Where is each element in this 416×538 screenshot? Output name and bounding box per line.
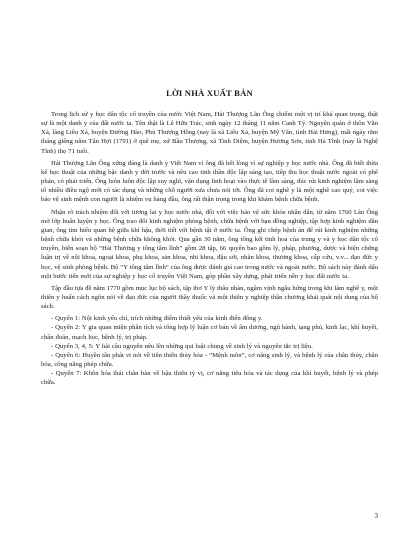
list-item: - Quyển 7: Khôn hóa thái chân bàn về hậu thiên tỳ vị, cơ năng tiêu hóa và tác dụng của khí huyết, bệnh lý và phép chữa. (41, 370, 378, 387)
paragraph: Hải Thượng Lãn Ông xứng đáng là danh y Việt Nam vì ông đã hết lòng vì sự nghiệp y học nước nhà. Ông đã biết thừa kế học thuật của những bậc danh y đời trước và nêu cao tinh thần độc lập sáng tạo, tiếp thu học thuật nước ngoài có phê phán, có phát triển. Ông luôn luôn độc lập suy nghĩ, vận dụng linh hoạt vào thực tế lâm sàng, đúc rút kinh nghiệm lâm sàng tổ nhiều điều ngộ mới có tác dụng và những chỗ người xưa chưa nói tới. Ông đã coi nghề y là một nghề cao quý, coi việc bảo vệ sinh mệnh con người là nhiệm vụ hàng đầu, ông rất thận trọng trong khi khám bệnh chữa bệnh. (41, 159, 378, 204)
page-number: 3 (374, 512, 378, 520)
list-item: - Quyển 2: Y gia quan miện phân tích và tổng hợp lý luận cơ bản về âm dương, ngũ hành, tạng phủ, kinh lạc, khí huyết, chẩn đoán, mạch học, bệnh lý, trị pháp. (41, 324, 378, 341)
list-item: - Quyển 6: Huyền tẫn phát vi nói về tiên thiên thủy hỏa - “Mệnh môn”, cơ năng sinh lý, và bệnh lý của chân thủy, chân hỏa, công năng phép chữa. (41, 351, 378, 369)
list-item: - Quyển 3, 4, 5: Y hải cầu nguyên nêu lên những qui luật chung về sinh lý và nguyên tắc trị liệu. (51, 342, 313, 350)
page-title: LỜI NHÀ XUẤT BẢN (166, 88, 253, 98)
paragraph: Tập đầu tựa đề năm 1770 gồm mục lục bộ sách, tập thơ Y lý thâu nhàn, ngâm vịnh ngẫu hứng trong khi làm nghề y, một thiên y huấn cách ngôn nói về đạo đức của người thầy thuốc và một thiên y nghiệp thần chương khái quát nội dung của bộ sách. (41, 284, 378, 311)
list-item: - Quyển 1: Nội kinh yếu chỉ, trích những điểm thiết yếu của kinh điển đông y. (51, 315, 263, 323)
paragraph: Nhận rõ trách nhiệm đối với tương lai y học nước nhà, đối với việc bảo vệ sức khỏe nhân dân, từ năm 1760 Lãn Ông mở lớp huấn luyện y học. Ông trao đổi kinh nghiệm phòng bệnh, chữa bệnh với bạn đồng nghiệp, tập hợp kinh nghiệm dân gian, ông tìm hiểu quan hệ giữa khí hậu, thời tiết với bệnh tật ở nước ta. Ông ghi chép bệnh án để rút kinh nghiệm những bệnh chữa khỏi và những bệnh chữa không khỏi. Qua gần 30 năm, ông tổng kết tinh hoa của trung y và y học dân tộc cổ truyền, biên soạn bộ “Hải Thượng y tông tâm lĩnh” gồm 28 tập, 66 quyển bao gồm lý, pháp, phương, dược và biện chứng luận trị về nội khoa, ngoại khoa, phụ khoa, sản khoa, nhi khoa, đậu sởi, nhãn khoa, thương khoa, cấp cứu, v.v... đạo đức y học, vệ sinh phòng bệnh. Bộ “Y tông tâm lĩnh” của ông được đánh giá cao trong nước và ngoài nước. Bộ sách này đánh dấu một bước tiến mới của sự nghiệp y học cổ truyền Việt Nam, góp phần xây dựng, phát triển nền y học đất nước ta. (41, 208, 378, 280)
paragraph: Trong lịch sử y học dân tộc cổ truyền của nước Việt Nam, Hải Thượng Lãn Ông chiếm một vị trí khá quan trọng, thật sự là một danh y của đất nước ta. Tên thật là Lê Hữu Trác, sinh ngày 12 tháng 11 năm Canh Tý. Nguyên quán ở thôn Văn Xá, làng Liêu Xá, huyện Đường Hào, Phủ Thượng Hồng (nay là xã Liêu Xá, huyện Mỹ Văn, tỉnh Hải Hưng), mất ngày rằm tháng giêng năm Tân Hợi (1791) ở quê mẹ, xứ Bầu Thượng, xã Tình Diệm, huyện Hương Sơn, tỉnh Hà Tĩnh (nay là Nghệ Tĩnh) thọ 71 tuổi. (41, 111, 378, 155)
